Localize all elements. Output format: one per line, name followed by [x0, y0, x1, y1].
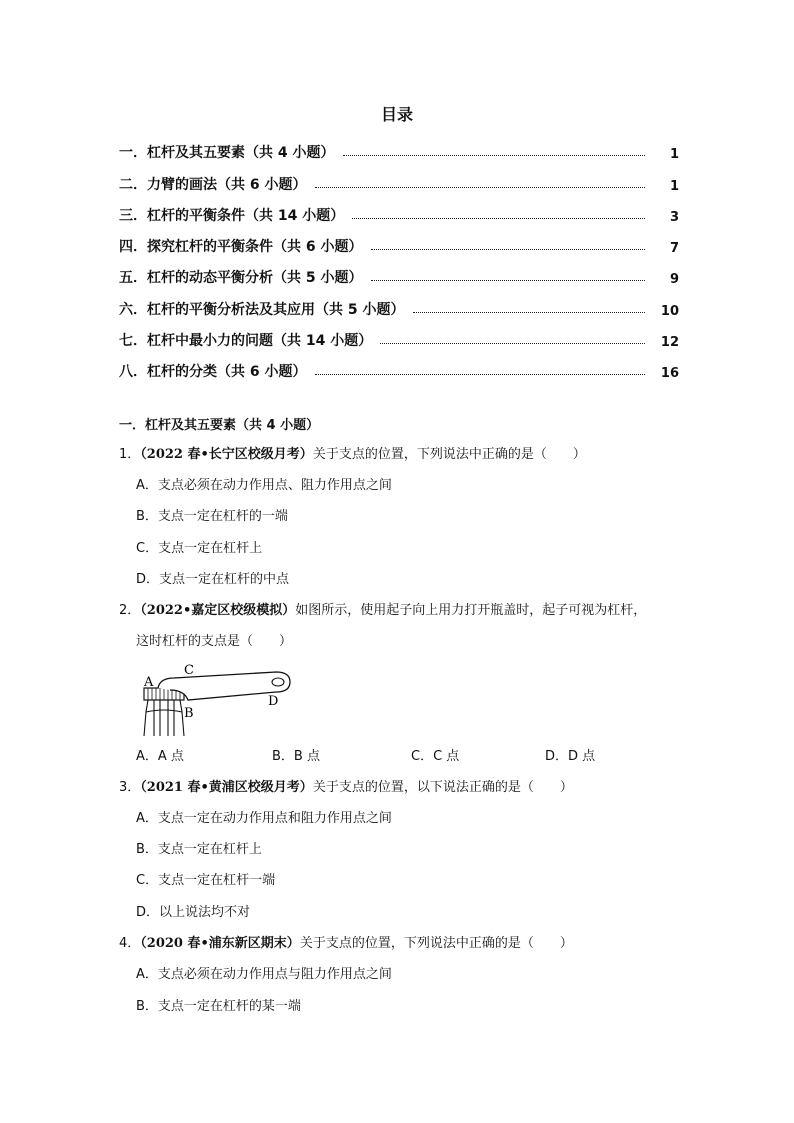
question-text: 关于支点的位置，下列说法中正确的是（ ）: [312, 447, 586, 462]
section-title: 一．杠杆及其五要素（共 4 小题）: [119, 418, 320, 433]
question-source: （2022•嘉定区校级模拟）: [140, 603, 296, 618]
toc-entry-2[interactable]: [119, 162, 679, 193]
toc-page-number: 16: [660, 366, 679, 382]
toc-leader-dots: [371, 249, 646, 250]
toc-entry-text: 一．杠杆及其五要素（共 4 小题）: [119, 145, 335, 162]
toc-page-number: 1: [669, 147, 679, 163]
toc-page-number: 7: [669, 241, 679, 257]
toc-entry-text: 二．力臂的画法（共 6 小题）: [119, 176, 307, 193]
toc-entry-7[interactable]: [119, 319, 679, 350]
question-3-stem: [119, 779, 573, 797]
question-text: 关于支点的位置，下列说法中正确的是（ ）: [299, 936, 573, 951]
question-number: 4．: [119, 936, 141, 951]
label-b: B: [184, 706, 194, 721]
question-4-stem: [119, 935, 573, 953]
toc-entry-text: 五．杠杆的动态平衡分析（共 5 小题）: [119, 270, 363, 287]
question-number: 1．: [119, 447, 141, 462]
toc-leader-dots: [315, 374, 646, 375]
toc-leader-dots: [315, 187, 646, 188]
question-text: 如图所示，使用起子向上用力打开瓶盖时，起子可视为杠杆，: [295, 603, 647, 618]
bottle-opener-figure: [140, 660, 300, 740]
question-1-option-c: C．支点一定在杠杆上: [136, 541, 263, 556]
toc-leader-dots: [380, 343, 645, 344]
question-number: 3．: [119, 780, 141, 795]
question-2-option-c: C．C 点: [411, 749, 460, 764]
toc-entry-text: 六．杠杆的平衡分析法及其应用（共 5 小题）: [119, 301, 405, 318]
question-4-option-b: B．支点一定在杠杆的某一端: [136, 999, 301, 1014]
question-2-stem: [119, 602, 646, 620]
question-source: （2021 春•黄浦区校级月考）: [140, 780, 313, 795]
question-source: （2022 春•长宁区校级月考）: [140, 447, 313, 462]
question-4-option-a: A．支点必须在动力作用点与阻力作用点之间: [136, 967, 392, 982]
toc-entry-6[interactable]: [119, 287, 679, 318]
toc-entry-text: 七．杠杆中最小力的问题（共 14 小题）: [119, 333, 373, 350]
label-a: A: [144, 675, 154, 690]
question-text: 关于支点的位置，以下说法正确的是（ ）: [312, 780, 573, 795]
toc-entry-1[interactable]: [119, 131, 679, 162]
toc-page-number: 12: [660, 335, 679, 351]
question-1-option-a: A．支点必须在动力作用点、阻力作用点之间: [136, 478, 392, 493]
toc-leader-dots: [343, 155, 646, 156]
toc-page-number: 1: [669, 178, 679, 194]
toc-entry-text: 八．杠杆的分类（共 6 小题）: [119, 364, 307, 381]
question-source: （2020 春•浦东新区期末）: [140, 936, 300, 951]
toc-leader-dots: [371, 280, 646, 281]
table-of-contents: [119, 131, 679, 381]
toc-page-number: 3: [669, 209, 679, 225]
toc-leader-dots: [413, 312, 646, 313]
toc-entry-text: 三．杠杆的平衡条件（共 14 小题）: [119, 207, 345, 224]
question-3-option-d: D．以上说法均不对: [136, 905, 251, 920]
question-3-option-a: A．支点一定在动力作用点和阻力作用点之间: [136, 811, 392, 826]
question-3-option-c: C．支点一定在杠杆一端: [136, 873, 276, 888]
toc-entry-4[interactable]: [119, 225, 679, 256]
label-c: C: [184, 663, 194, 678]
toc-entry-5[interactable]: [119, 256, 679, 287]
question-3-option-b: B．支点一定在杠杆上: [136, 842, 262, 857]
toc-entry-8[interactable]: [119, 350, 679, 381]
label-d: D: [268, 694, 279, 709]
toc-page-number: 10: [660, 303, 679, 319]
question-2-option-b: B．B 点: [272, 749, 320, 764]
question-1-option-d: D．支点一定在杠杆的中点: [136, 572, 290, 587]
question-2-option-a: A．A 点: [136, 749, 184, 764]
question-2-option-d: D．D 点: [545, 749, 596, 764]
question-number: 2．: [119, 603, 141, 618]
question-2-stem-continued: 这时杠杆的支点是（ ）: [136, 634, 293, 649]
toc-page-number: 9: [669, 272, 679, 288]
question-1-option-b: B．支点一定在杠杆的一端: [136, 509, 288, 524]
toc-entry-text: 四．探究杠杆的平衡条件（共 6 小题）: [119, 239, 363, 256]
toc-title: 目录: [380, 105, 413, 124]
bottle-neck: [144, 700, 184, 736]
question-1-stem: [119, 446, 586, 464]
toc-entry-3[interactable]: [119, 194, 679, 225]
toc-leader-dots: [352, 218, 645, 219]
